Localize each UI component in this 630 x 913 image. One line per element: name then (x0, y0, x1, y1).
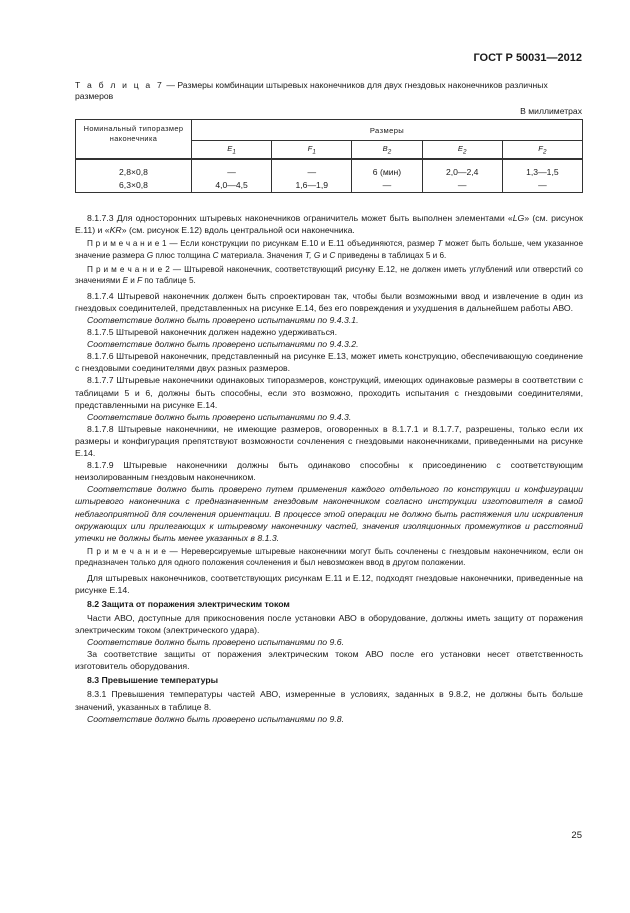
text-run: 8.1.7.5 Штыревой наконечник должен надежно удерживаться. (87, 327, 338, 338)
text-run: 8.3.1 Превышения температуры частей АВО, измеренные в условиях, заданных в 9.8.2, не должны быть больше значений, указанных в таблице 8. (75, 689, 583, 712)
text-run: плюс толщина (153, 250, 213, 260)
text-run: E (122, 276, 128, 286)
text-run: Соответствие должно быть проверено испытаниями по 9.4.3.1. (87, 315, 359, 325)
table-cell: 1,6—1,9 (272, 178, 352, 193)
body-paragraph (75, 423, 583, 459)
dimension-subscript: 2 (542, 148, 547, 156)
text-run: Соответствие должно быть проверено путем применения каждого отдельного по конструкции и конфигурации штыревого наконечника с предназначенным гнездовым наконечником согласно инструкции изготовителя в самой неблагоприятной для сочленения ориентации. В процессе этой операции не должно быть растяжения или искривления окружающих или прилегающих к штыревому наконечнику частей, значения изоляционных промежутков и расстояний утечки не должны быть менее указанных в 8.1.3. (75, 484, 583, 543)
note-paragraph (75, 546, 583, 569)
body-paragraph (75, 374, 583, 410)
table-cell: 2,0—2,4 (422, 165, 502, 178)
table-cell: — (352, 178, 422, 193)
text-run: F (137, 276, 143, 286)
body-paragraph (75, 290, 583, 314)
text-run: П р и м е ч а н и е 1 (87, 239, 167, 249)
text-run: материала. Значения (218, 250, 306, 260)
dimension-column-header (272, 141, 352, 160)
text-run: 8.1.7.7 Штыревые наконечники одинаковых типоразмеров, конструкций, имеющих одинаковые размеры в соответствии с таблицами 5 и 6, должны быть способны, если это возможно, проходить испытания с гнездовыми соединителями, представленными на рисунке Е.14. (75, 375, 583, 410)
table-cell: — (502, 178, 582, 193)
dimension-symbol: E (457, 143, 463, 153)
body-paragraph (75, 350, 583, 374)
text-run: KR (109, 225, 122, 236)
text-run: Части АВО, доступные для прикосновения после установки АВО в оборудование, должны иметь защиту от поражения электрическим током (электрического удара). (75, 612, 583, 635)
text-run: 8.1.7.8 Штыревые наконечники, не имеющие размеров, оговоренных в 8.1.7.1 и 8.1.7.7, разрешены, только если их размеры и конфигурация препятствуют возможности сочленения с гнездовыми наконечниками, приведенными на рисунке Е.14. (75, 423, 583, 459)
body-paragraph (75, 688, 583, 712)
note-paragraph (75, 238, 583, 261)
text-run: C (329, 250, 336, 260)
dimension-subscript: 1 (312, 148, 316, 156)
text-run: » (см. рисунок Е.11) и « (75, 213, 583, 236)
text-run: — Нереверсируемые штыревые наконечники могут быть сочленены с гнездовым наконечником, если он предназначен только для одного положения сочленения и был невозможен ввод в другом положении. (75, 546, 583, 568)
table-cell: 6 (мин) (352, 165, 422, 178)
dimension-column-header (422, 141, 502, 160)
table-row (76, 178, 583, 193)
text-run: 8.2 Защита от поражения электрическим током (87, 598, 290, 609)
dimensions-group-header: Размеры (192, 120, 583, 141)
text-run: 8.1.7.4 Штыревой наконечник должен быть спроектирован так, чтобы были возможными ввод и извлечение в один из гнездовых соединителей, представленных на рисунке Е.14, без его повреждения и ухудшения в дальнейшем работы АВО. (75, 290, 583, 313)
text-run: по таблице 5. (142, 276, 196, 286)
dimensions-table (75, 119, 583, 193)
body-paragraph (75, 648, 583, 672)
table-caption (75, 80, 583, 102)
compliance-statement (75, 636, 583, 648)
dimension-column-header (352, 141, 422, 160)
dimension-subscript: 2 (462, 148, 467, 156)
text-run: G (146, 250, 154, 260)
text-run: » (см. рисунок Е.12) вдоль центральной оси наконечника. (121, 225, 355, 236)
text-run: Для штыревых наконечников, соответствующих рисункам Е.11 и Е.12, подходят гнездовые наконечники, приведенные на рисунке Е.14. (75, 572, 583, 595)
compliance-statement (75, 411, 583, 423)
body-paragraph (75, 212, 583, 236)
nominal-size-header: Номинальный типоразмер наконечника (76, 120, 192, 160)
table-cell: 6,3×0,8 (76, 178, 192, 193)
dimension-symbol: E (227, 143, 233, 153)
text-run: T (437, 239, 443, 249)
dimension-symbol: F (307, 143, 313, 153)
compliance-statement (75, 713, 583, 725)
text-run: и (320, 250, 330, 260)
dimension-subscript: 1 (232, 148, 236, 156)
text-run: 8.1.7.6 Штыревой наконечник, представленный на рисунке Е.13, может иметь конструкцию, обеспечивающую соединение с гнездовыми соединителями двух разных размеров. (75, 351, 583, 374)
table-row (76, 165, 583, 178)
page-number: 25 (571, 830, 582, 841)
text-run: Соответствие должно быть проверено испытаниями по 9.8. (87, 713, 345, 724)
table-cell: 4,0—4,5 (192, 178, 272, 193)
table-caption-text: — Размеры комбинации штыревых наконечников для двух гнездовых наконечников различных размеров (75, 80, 548, 101)
section-heading (75, 598, 583, 610)
table-cell: — (422, 178, 502, 193)
text-run: Соответствие должно быть проверено испытаниями по 9.4.3.2. (87, 339, 359, 350)
dimension-symbol: F (538, 143, 543, 153)
compliance-statement (75, 483, 583, 543)
text-run: может быть больше, чем указанное значение размера (75, 239, 584, 260)
note-paragraph (75, 264, 583, 287)
table-cell: 2,8×0,8 (76, 165, 192, 178)
text-run: 8.1.7.9 Штыревые наконечники должны быть одинаково способны к присоединению с соответствующим неизолированным гнездовым наконечником. (75, 460, 583, 483)
standard-number: ГОСТ Р 50031—2012 (473, 52, 582, 64)
text-run: — Штыревой наконечник, соответствующий рисунку Е.12, не должен иметь углублений или отверстий со значениями (75, 265, 583, 286)
text-run: C (212, 250, 219, 260)
text-run: LG (512, 213, 525, 223)
table-units: В миллиметрах (520, 106, 582, 116)
text-run: 8.3 Превышение температуры (87, 675, 219, 686)
document-body (75, 212, 583, 725)
body-paragraph (75, 326, 583, 338)
text-run: П р и м е ч а н и е (87, 546, 166, 556)
compliance-statement (75, 338, 583, 350)
table-cell: — (272, 165, 352, 178)
dimension-column-header (502, 141, 582, 160)
body-paragraph (75, 612, 583, 636)
text-run: П р и м е ч а н и е 2 (87, 265, 170, 274)
section-heading (75, 674, 583, 686)
text-run: T, G (305, 250, 321, 260)
body-paragraph (75, 459, 583, 483)
compliance-statement (75, 314, 583, 326)
text-run: 8.1.7.3 Для односторонних штыревых наконечников ограничитель может быть выполнен элементами « (87, 213, 513, 223)
body-paragraph (75, 572, 583, 596)
text-run: приведены в таблицах 5 и 6. (335, 250, 447, 260)
text-run: Соответствие должно быть проверено испытаниями по 9.6. (87, 637, 345, 648)
table-cell: 1,3—1,5 (502, 165, 582, 178)
table-cell: — (192, 165, 272, 178)
text-run: За соответствие защиты от поражения электрическим током АВО после его установки несет ответственность изготовитель оборудования. (75, 649, 583, 672)
dimension-symbol: B (382, 143, 388, 153)
table-caption-label: Т а б л и ц а 7 (75, 80, 164, 90)
text-run: Соответствие должно быть проверено испытаниями по 9.4.3. (87, 411, 352, 422)
text-run: — Если конструкции по рисункам Е.10 и Е.11 объединяются, размер (166, 239, 438, 249)
dimension-column-header (192, 141, 272, 160)
text-run: и (127, 276, 138, 286)
dimension-subscript: 2 (387, 148, 392, 156)
